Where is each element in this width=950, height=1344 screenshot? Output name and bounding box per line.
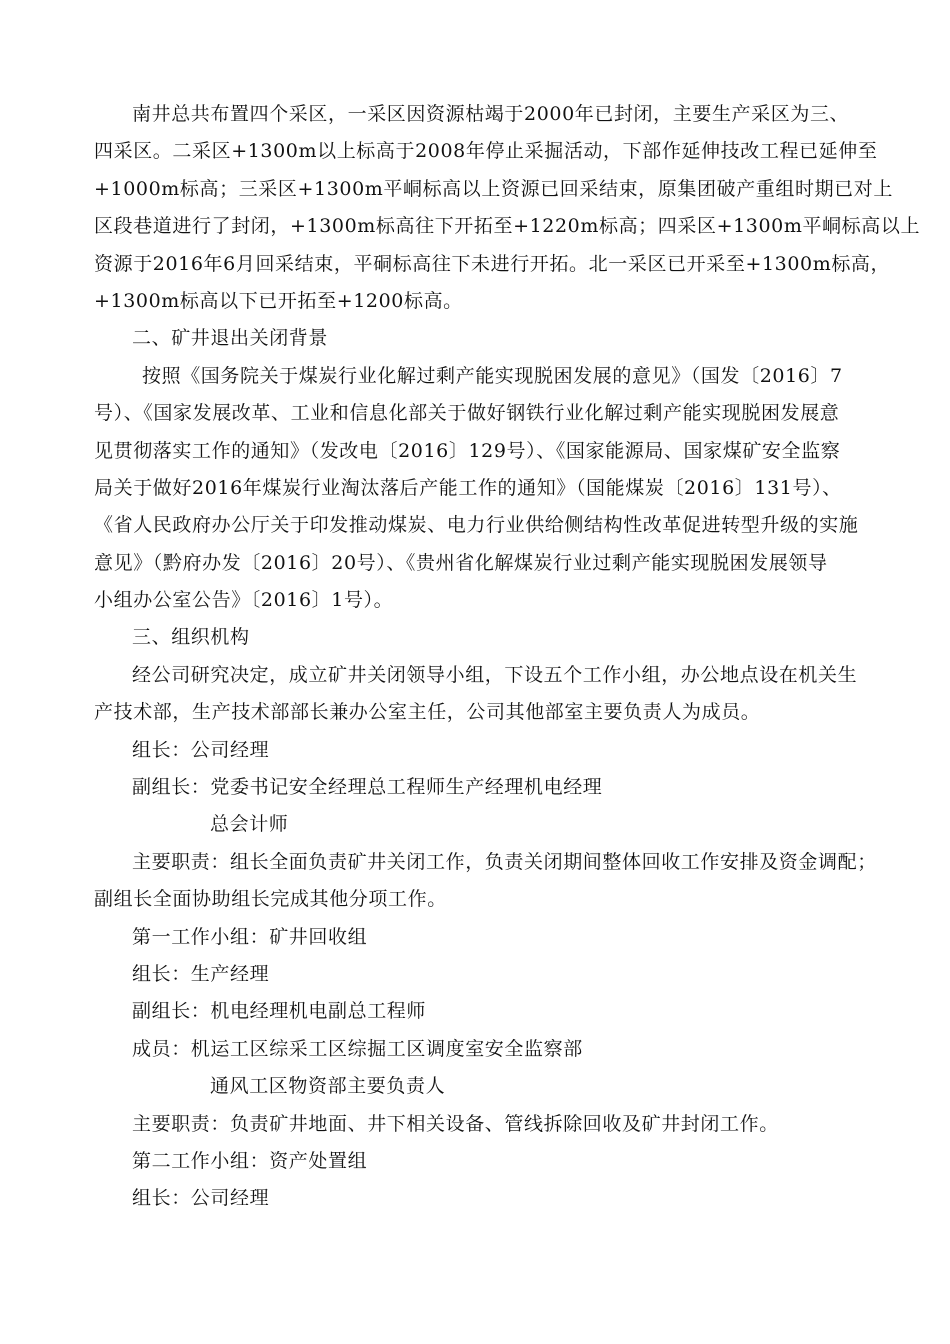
text-line: 通风工区物资部主要负责人 xyxy=(210,1075,446,1098)
text-line: 成员：机运工区综采工区综掘工区调度室安全监察部 xyxy=(132,1037,583,1060)
text-line: 经公司研究决定，成立矿井关闭领导小组，下设五个工作小组，办公地点设在机关生 xyxy=(132,663,858,686)
paragraph-mining-areas xyxy=(94,96,921,320)
section-heading: 二、矿井退出关闭背景 xyxy=(132,327,329,350)
paragraph-organization-decision xyxy=(94,657,858,732)
text-line: 局关于做好2016年煤炭行业淘汰落后产能工作的通知》（国能煤炭〔2016〕131号）、 xyxy=(94,476,842,499)
text-line: 组长：公司经理 xyxy=(132,1187,270,1210)
section-heading-organization xyxy=(94,619,858,656)
paragraph-group-two xyxy=(94,1143,858,1180)
paragraph-policy-basis xyxy=(94,358,858,620)
paragraph-group-one-members-cont xyxy=(94,1068,858,1105)
text-line: 副组长：机电经理机电副总工程师 xyxy=(132,1000,427,1023)
text-line: 区段巷道进行了封闭，+1300m标高往下开拓至+1220m标高；四采区+1300m平峒标高以上 xyxy=(94,215,921,238)
text-line: 小组办公室公告》〔2016〕1号）。 xyxy=(94,589,394,612)
text-line: 主要职责：组长全面负责矿井关闭工作，负责关闭期间整体回收工作安排及资金调配； xyxy=(132,850,877,873)
text-line: 南井总共布置四个采区，一采区因资源枯竭于2000年已封闭，主要生产采区为三、 xyxy=(132,103,850,125)
paragraph-leader xyxy=(94,732,858,769)
paragraph-group-one xyxy=(94,919,858,956)
text-line: 号）、《国家发展改革、工业和信息化部关于做好钢铁行业化解过剩产能实现脱困发展意 xyxy=(94,402,840,425)
text-line: 总会计师 xyxy=(210,813,289,836)
text-line: +1300m标高以下已开拓至+1200标高。 xyxy=(94,289,463,312)
text-line: 主要职责：负责矿井地面、井下相关设备、管线拆除回收及矿井封闭工作。 xyxy=(132,1112,779,1135)
paragraph-group-two-leader xyxy=(94,1180,858,1217)
text-line: 产技术部，生产技术部部长兼办公室主任，公司其他部室主要负责人为成员。 xyxy=(94,701,761,724)
paragraph-group-one-leader xyxy=(94,956,858,993)
text-line: 见贯彻落实工作的通知》（发改电〔2016〕129号）、《国家能源局、国家煤矿安全监察 xyxy=(94,439,841,462)
text-line: 四采区。二采区+1300m以上标高于2008年停止采掘活动，下部作延伸技改工程已延伸至 xyxy=(94,140,878,163)
text-line: 资源于2016年6月回采结束，平硐标高往下未进行开拓。北一采区已开采至+1300m标高， xyxy=(94,252,891,275)
text-line: 意见》（黔府办发〔2016〕20号）、《贵州省化解煤炭行业过剩产能实现脱困发展领导 xyxy=(94,551,828,574)
paragraph-group-one-duties xyxy=(94,1106,858,1143)
section-heading: 三、组织机构 xyxy=(132,626,250,649)
paragraph-deputy-leaders-cont xyxy=(94,806,858,843)
text-line: 组长：生产经理 xyxy=(132,962,270,985)
paragraph-group-one-deputy xyxy=(94,993,858,1030)
text-line: 副组长：党委书记安全经理总工程师生产经理机电经理 xyxy=(132,776,603,799)
text-line: 组长：公司经理 xyxy=(132,738,270,761)
paragraph-deputy-leaders xyxy=(94,769,858,806)
document-body xyxy=(94,96,921,1218)
text-line: 副组长全面协助组长完成其他分项工作。 xyxy=(94,888,447,911)
section-heading-closure-background xyxy=(94,320,858,357)
text-line: 第一工作小组：矿井回收组 xyxy=(132,925,368,948)
text-line: 《省人民政府办公厅关于印发推动煤炭、电力行业供给侧结构性改革促进转型升级的实施 xyxy=(94,514,859,537)
text-line: 第二工作小组：资产处置组 xyxy=(132,1149,368,1172)
text-line: 按照《国务院关于煤炭行业化解过剩产能实现脱困发展的意见》（国发〔2016〕7 xyxy=(142,364,843,387)
paragraph-main-duties xyxy=(94,844,877,919)
paragraph-group-one-members xyxy=(94,1031,858,1068)
text-line: +1000m标高；三采区+1300m平峒标高以上资源已回采结束，原集团破产重组时期已对上 xyxy=(94,177,893,200)
